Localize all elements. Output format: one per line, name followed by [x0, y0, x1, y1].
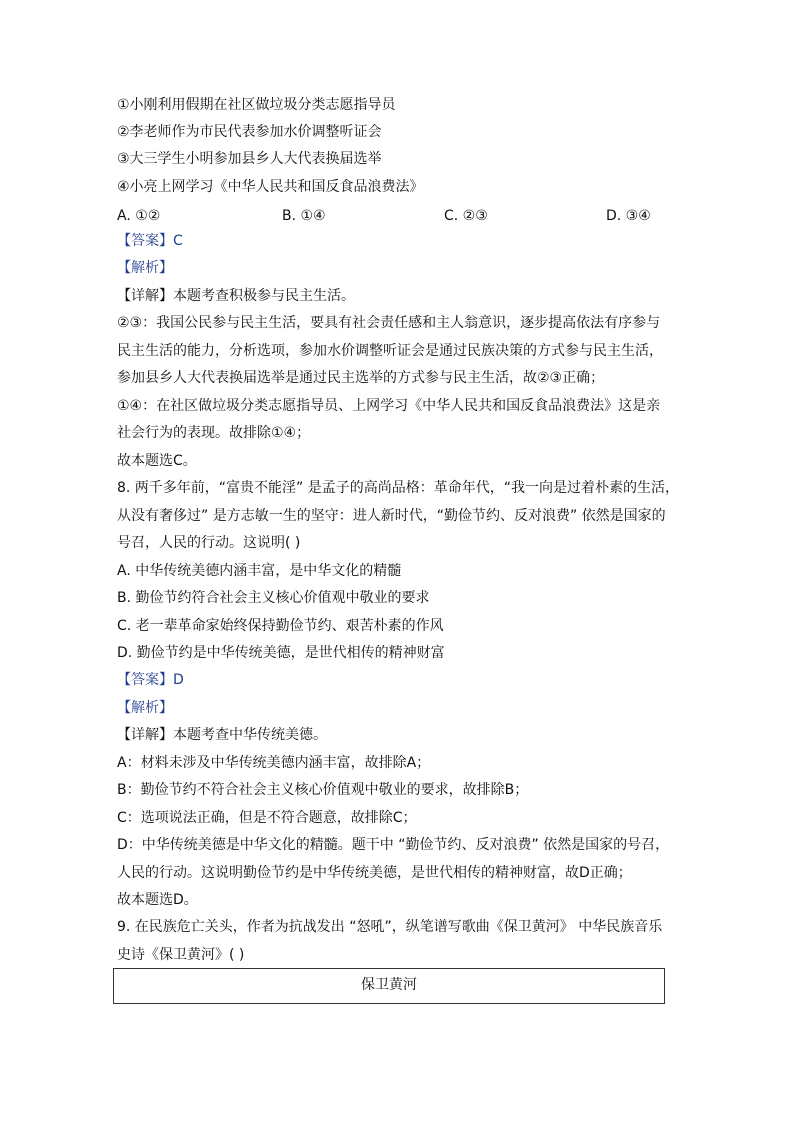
q8-detail-line: 【详解】本题考查中华传统美德。	[117, 727, 327, 743]
q8-detail-line: 人民的行动。这说明勤俭节约是中华传统美德，是世代相传的精神财富，故D正确；	[117, 865, 632, 881]
q7-detail-line: ①④：在社区做垃圾分类志愿指导员、上网学习《中华人民共和国反食品浪费法》这是亲	[117, 398, 661, 414]
q9-stem-line: 史诗《保卫黄河》( )	[117, 947, 245, 963]
q8-stem-line: 8. 两千多年前，“富贵不能淫” 是孟子的高尚品格：革命年代，“我一向是过着朴素的生活，	[117, 480, 680, 496]
q8-detail-line: D：中华传统美德是中华文化的精髓。题干中 “勤俭节约、反对浪费” 依然是国家的号召，	[117, 837, 670, 853]
q8-detail-line: B：勤俭节约不符合社会主义核心价值观中敬业的要求，故排除B；	[117, 782, 529, 798]
q8-analysis-label: 【解析】	[117, 700, 173, 716]
q8-stem-line: 号召，人民的行动。这说明( )	[117, 535, 301, 551]
q7-options	[117, 206, 677, 226]
q7-item-3: ③大三学生小明参加县乡人大代表换届选举	[117, 151, 382, 167]
q8-answer: 【答案】D	[117, 672, 184, 688]
q7-option-d: D. ③④	[606, 208, 651, 224]
q7-option-c: C. ②③	[444, 208, 488, 224]
q7-detail-line: 故本题选C。	[117, 453, 197, 469]
q7-detail-line: ②③：我国公民参与民主生活，要具有社会责任感和主人翁意识，逐步提高依法有序参与	[117, 315, 661, 331]
q8-option-d: D. 勤俭节约是中华传统美德，是世代相传的精神财富	[117, 645, 445, 661]
q9-song-title: 保卫黄河	[361, 977, 417, 993]
q7-detail-line: 参加县乡人大代表换届选举是通过民主选举的方式参与民主生活，故②③正确；	[117, 370, 605, 386]
q7-item-1: ①小刚利用假期在社区做垃圾分类志愿指导员	[117, 97, 396, 113]
q7-option-a: A. ①②	[117, 208, 161, 224]
q7-analysis-label: 【解析】	[117, 260, 173, 276]
q7-item-4: ④小亮上网学习《中华人民共和国反食品浪费法》	[117, 179, 424, 195]
q7-detail-line: 民主生活的能力，分析选项，参加水价调整听证会是通过民族决策的方式参与民主生活，	[117, 343, 663, 359]
q9-song-box	[113, 968, 665, 1004]
q8-detail-line: A：材料未涉及中华传统美德内涵丰富，故排除A；	[117, 755, 431, 771]
q9-stem-line: 9. 在民族危亡关头，作者为抗战发出 “怒吼”，纵笔谱写歌曲《保卫黄河》 中华民族音乐	[117, 919, 663, 935]
q8-detail-line: C：选项说法正确，但是不符合题意，故排除C；	[117, 810, 417, 826]
q7-option-b: B. ①④	[282, 208, 326, 224]
q8-option-c: C. 老一辈革命家始终保持勤俭节约、艰苦朴素的作风	[117, 618, 444, 634]
q7-item-2: ②李老师作为市民代表参加水价调整听证会	[117, 124, 382, 140]
q7-answer: 【答案】C	[117, 233, 183, 249]
q7-detail-line: 社会行为的表现。故排除①④；	[117, 425, 311, 441]
q8-option-b: B. 勤俭节约符合社会主义核心价值观中敬业的要求	[117, 590, 430, 606]
q8-detail-line: 故本题选D。	[117, 892, 198, 908]
q8-stem-line: 从没有奢侈过” 是方志敏一生的坚守：进人新时代，“勤俭节约、反对浪费” 依然是国家的	[117, 508, 666, 524]
q7-detail-line: 【详解】本题考查积极参与民主生活。	[117, 288, 355, 304]
q8-option-a: A. 中华传统美德内涵丰富，是中华文化的精髓	[117, 563, 402, 579]
